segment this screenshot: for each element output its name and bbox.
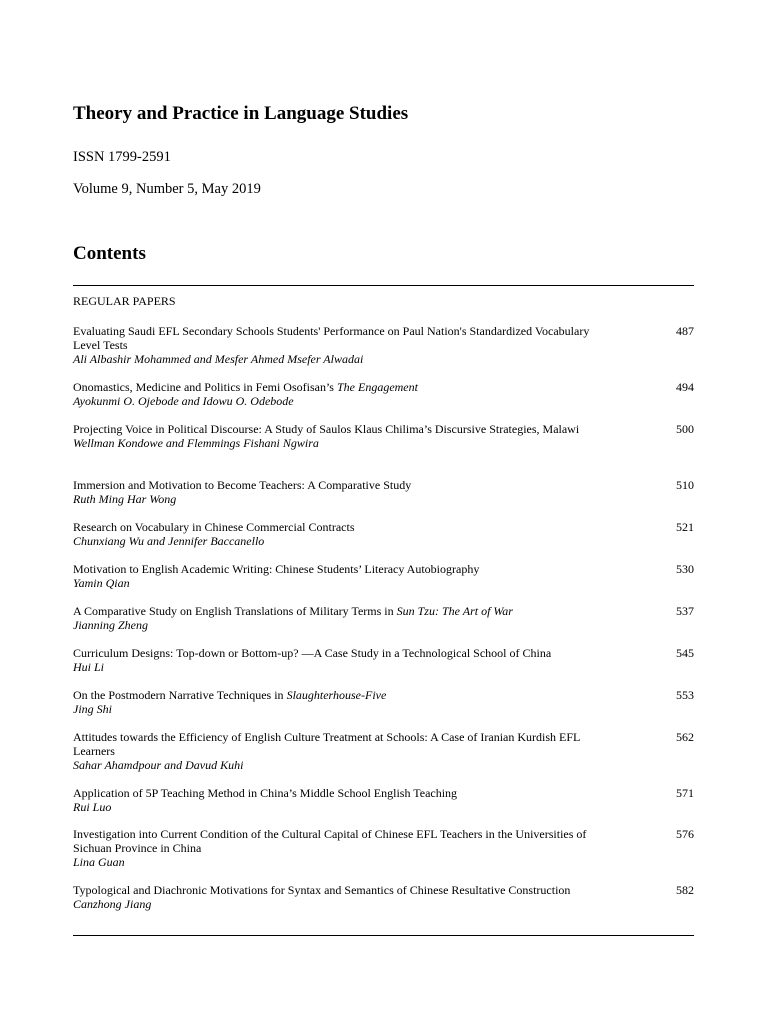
- entry-page-number: 562: [676, 730, 694, 744]
- entry-authors: Hui Li: [73, 660, 105, 675]
- entry-authors: Wellman Kondowe and Flemmings Fishani Ngwira: [73, 436, 319, 451]
- entry-page-number: 487: [676, 324, 694, 338]
- top-divider: [73, 285, 694, 286]
- contents-heading: Contents: [73, 243, 146, 264]
- entry-page-number: 510: [676, 478, 694, 492]
- entry-title[interactable]: Attitudes towards the Efficiency of English Culture Treatment at Schools: A Case of Iranian Kurdish EFL Learners: [73, 730, 580, 759]
- entry-authors: Jianning Zheng: [73, 618, 148, 633]
- issn: ISSN 1799-2591: [73, 149, 171, 165]
- entry-authors: Ali Albashir Mohammed and Mesfer Ahmed Msefer Alwadai: [73, 352, 364, 367]
- entry-title[interactable]: Onomastics, Medicine and Politics in Femi Osofisan’s The Engagement: [73, 380, 418, 394]
- entry-page-number: 582: [676, 883, 694, 897]
- toc-entry[interactable]: [73, 827, 694, 870]
- entry-authors: Rui Luo: [73, 800, 112, 815]
- entry-title[interactable]: Immersion and Motivation to Become Teachers: A Comparative Study: [73, 478, 412, 492]
- entry-title[interactable]: Application of 5P Teaching Method in China’s Middle School English Teaching: [73, 786, 458, 800]
- entry-authors: Ruth Ming Har Wong: [73, 492, 177, 507]
- entry-page-number: 576: [676, 827, 694, 841]
- toc-entry[interactable]: [73, 786, 694, 814]
- entry-page-number: 537: [676, 604, 694, 618]
- entry-title[interactable]: Motivation to English Academic Writing: Chinese Students’ Literacy Autobiography: [73, 562, 480, 576]
- toc-entry[interactable]: [73, 604, 694, 632]
- entry-authors: Jing Shi: [73, 702, 112, 717]
- entry-title[interactable]: Projecting Voice in Political Discourse: A Study of Saulos Klaus Chilima’s Discursive Strategies, Malawi: [73, 422, 580, 436]
- entry-page-number: 553: [676, 688, 694, 702]
- entry-page-number: 500: [676, 422, 694, 436]
- entry-title[interactable]: Investigation into Current Condition of the Cultural Capital of Chinese EFL Teachers in the Universities of Sichuan Province in China: [73, 827, 587, 856]
- entry-page-number: 521: [676, 520, 694, 534]
- toc-entry[interactable]: [73, 688, 694, 716]
- toc-entry[interactable]: [73, 562, 694, 590]
- entry-authors: Canzhong Jiang: [73, 897, 152, 912]
- entry-authors: Yamin Qian: [73, 576, 130, 591]
- bottom-divider: [73, 935, 694, 936]
- entry-title[interactable]: Typological and Diachronic Motivations for Syntax and Semantics of Chinese Resultative Construction: [73, 883, 571, 897]
- entry-title[interactable]: A Comparative Study on English Translations of Military Terms in Sun Tzu: The Art of War: [73, 604, 513, 618]
- journal-title: Theory and Practice in Language Studies: [73, 103, 409, 124]
- entry-authors: Ayokunmi O. Ojebode and Idowu O. Odebode: [73, 394, 294, 409]
- toc-entry[interactable]: [73, 478, 694, 506]
- entry-authors: Chunxiang Wu and Jennifer Baccanello: [73, 534, 265, 549]
- entry-page-number: 494: [676, 380, 694, 394]
- entry-title[interactable]: Curriculum Designs: Top-down or Bottom-up? —A Case Study in a Technological School of China: [73, 646, 552, 660]
- entry-title[interactable]: Evaluating Saudi EFL Secondary Schools Students' Performance on Paul Nation's Standardized Vocabulary Level Tests: [73, 324, 590, 353]
- section-label: REGULAR PAPERS: [73, 294, 176, 308]
- toc-entry[interactable]: [73, 730, 694, 773]
- toc-entry[interactable]: [73, 422, 694, 450]
- toc-entry[interactable]: [73, 883, 694, 911]
- entry-authors: Sahar Ahamdpour and Davud Kuhi: [73, 758, 244, 773]
- toc-entry[interactable]: [73, 324, 694, 367]
- toc-entry[interactable]: [73, 520, 694, 548]
- volume-issue: Volume 9, Number 5, May 2019: [73, 181, 261, 197]
- entry-title[interactable]: Research on Vocabulary in Chinese Commercial Contracts: [73, 520, 355, 534]
- entry-page-number: 530: [676, 562, 694, 576]
- entry-page-number: 545: [676, 646, 694, 660]
- entry-title[interactable]: On the Postmodern Narrative Techniques in Slaughterhouse-Five: [73, 688, 387, 702]
- toc-entry[interactable]: [73, 646, 694, 674]
- entry-authors: Lina Guan: [73, 855, 125, 870]
- toc-entry[interactable]: [73, 380, 694, 408]
- entry-page-number: 571: [676, 786, 694, 800]
